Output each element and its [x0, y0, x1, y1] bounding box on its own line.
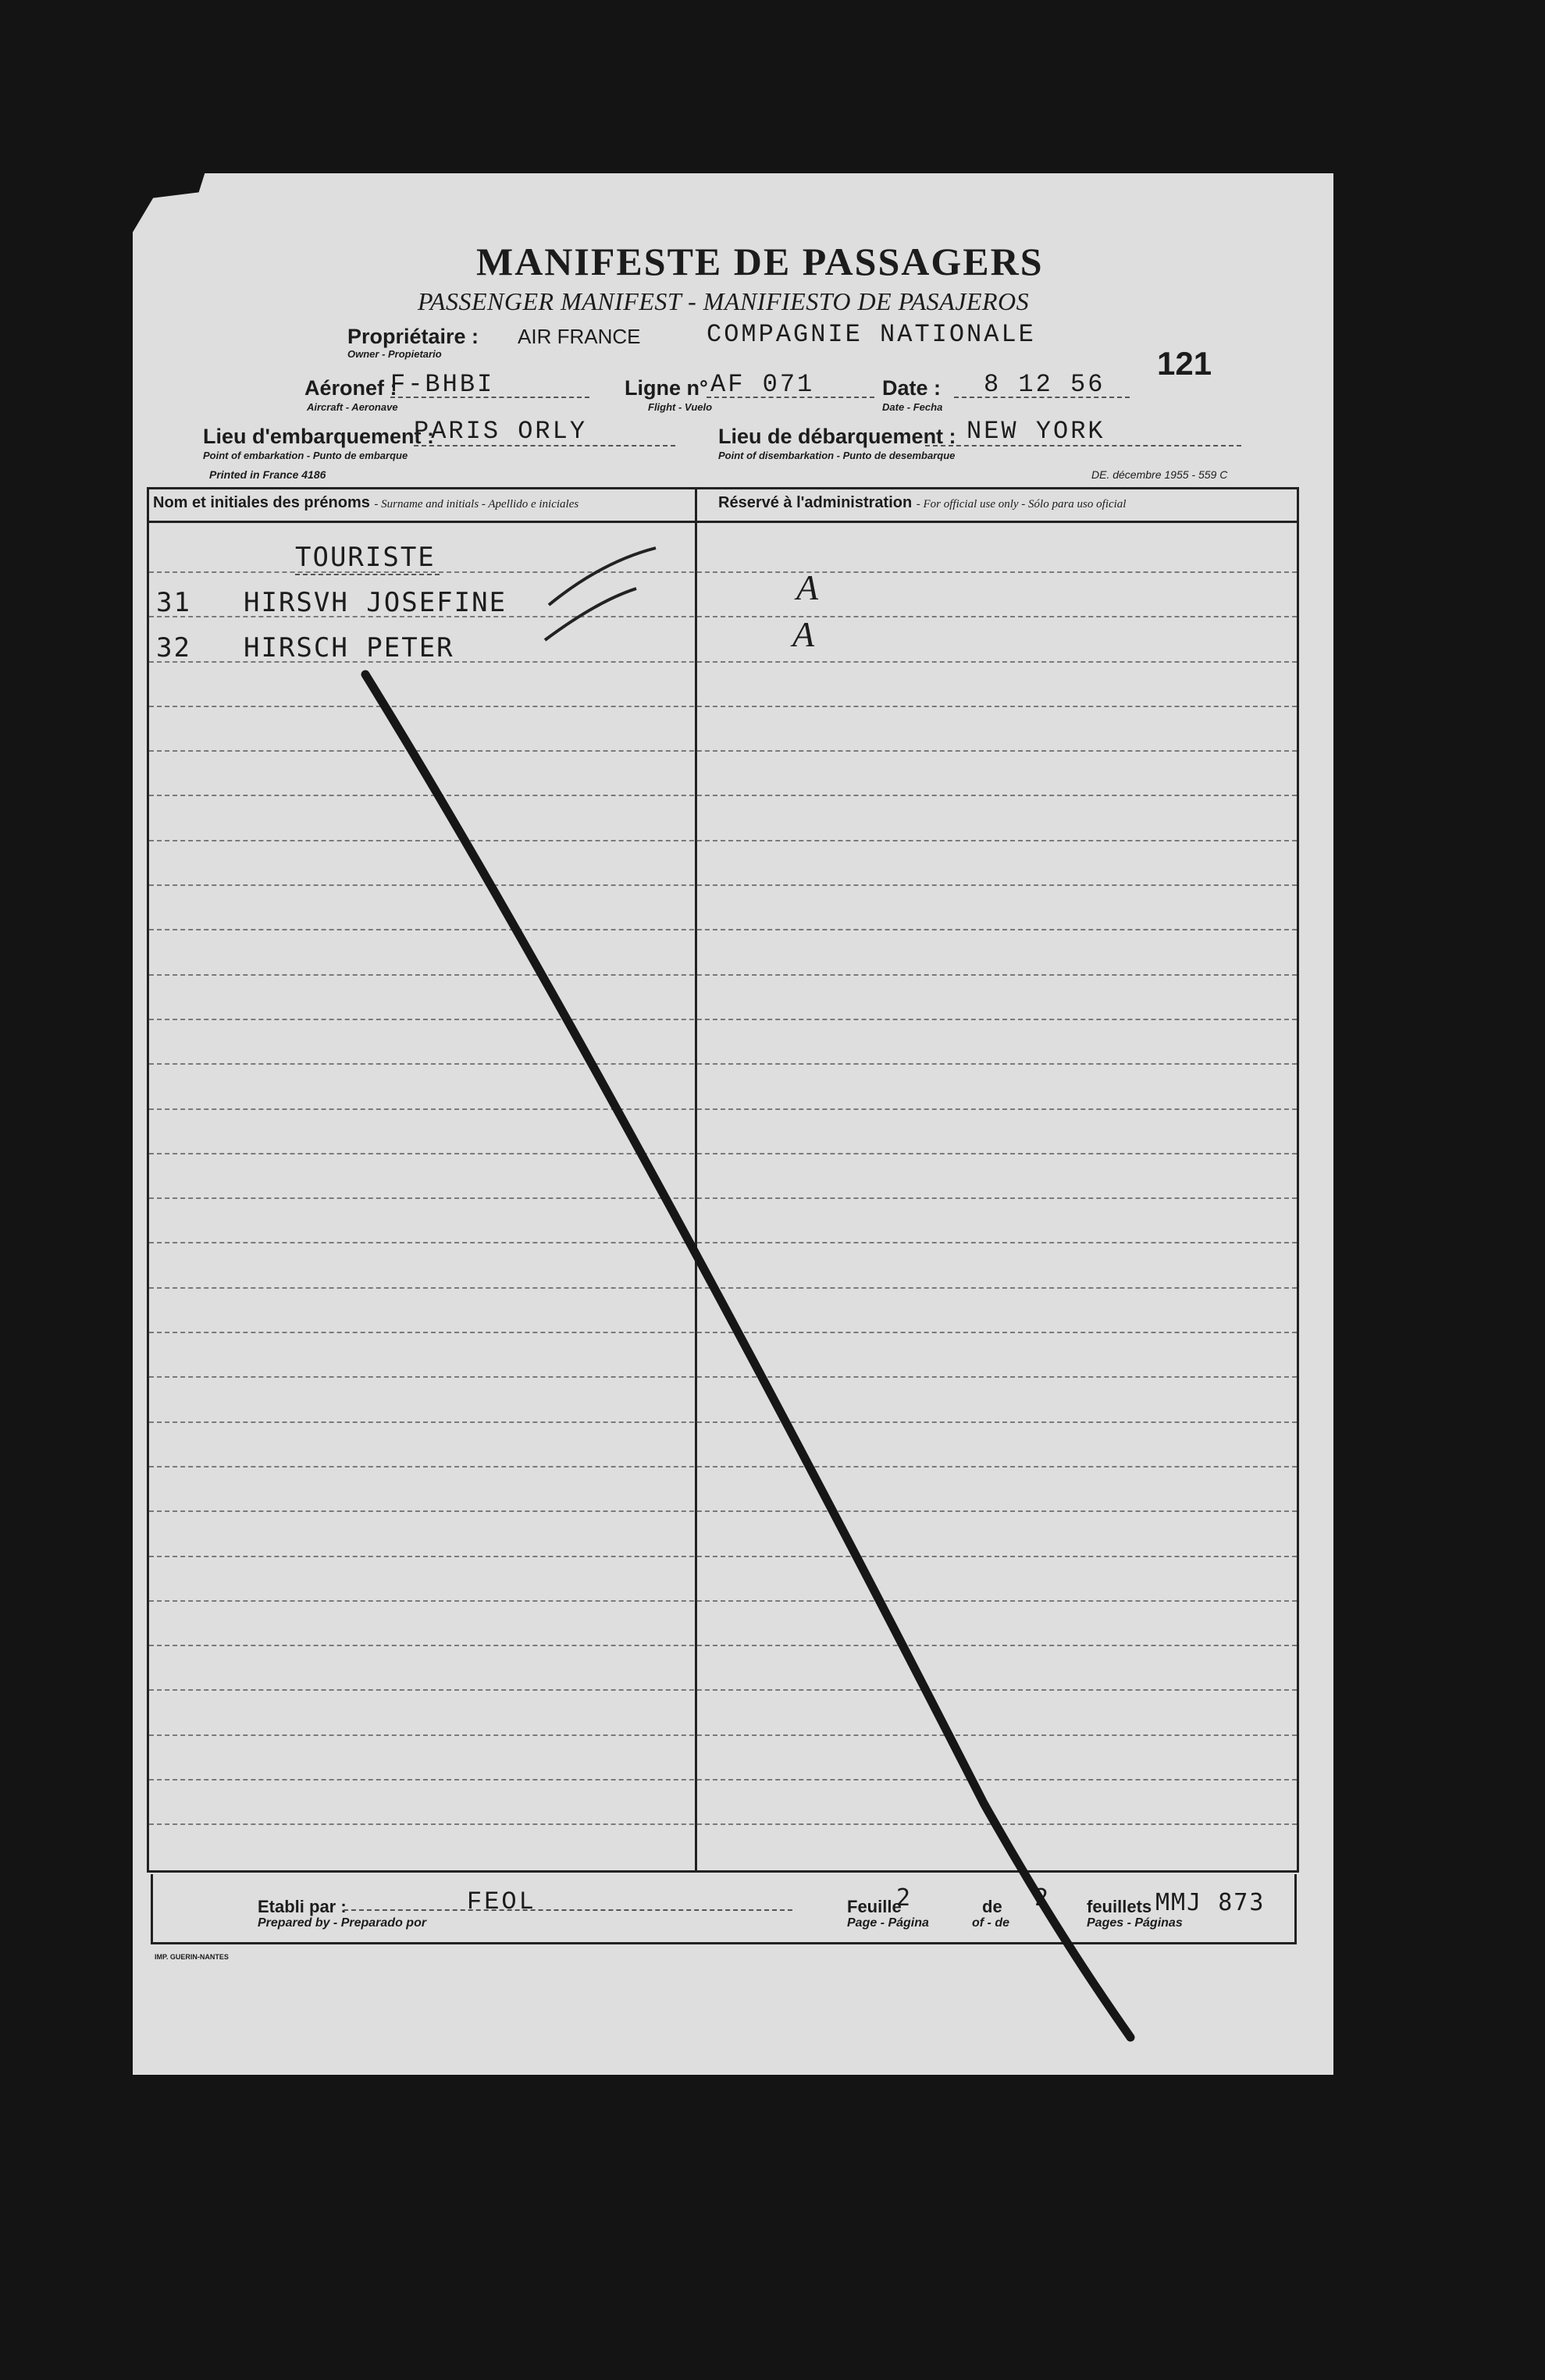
total-value: 2	[1034, 1884, 1051, 1912]
aircraft-value: F-BHBI	[390, 370, 495, 399]
document-code: MMJ 873	[1155, 1889, 1266, 1916]
table-rule	[149, 1510, 1297, 1512]
column-separator	[695, 487, 697, 1873]
owner-sublabel: Owner - Propietario	[347, 348, 442, 360]
table-rule	[149, 1421, 1297, 1423]
table-rule	[149, 1197, 1297, 1199]
table-rule	[149, 1376, 1297, 1378]
table-rule	[149, 1466, 1297, 1467]
disembark-value: NEW YORK	[967, 417, 1105, 446]
document-subtitle: PASSENGER MANIFEST - MANIFIESTO DE PASAJEROS	[418, 287, 1030, 315]
table-rule	[149, 929, 1297, 930]
document-title: MANIFESTE DE PASSAGERS	[476, 240, 1044, 283]
row-32-admin: A	[792, 614, 815, 654]
flight-sublabel: Flight - Vuelo	[648, 401, 713, 413]
table-rule	[149, 1734, 1297, 1736]
date-sublabel: Date - Fecha	[882, 401, 943, 413]
prepared-value: FEOL	[467, 1887, 536, 1916]
table-rule	[149, 1153, 1297, 1154]
table-rule	[149, 750, 1297, 752]
passenger-table	[147, 487, 1299, 1873]
date-label: Date :	[882, 376, 942, 400]
section-label: TOURISTE	[295, 542, 436, 573]
sheet-label: Feuille	[847, 1897, 902, 1916]
row-31-name: HIRSVH JOSEFINE	[244, 587, 507, 618]
prepared-sublabel: Prepared by - Preparado por	[258, 1916, 427, 1930]
row-31-number: 31	[156, 587, 191, 618]
row-32-name: HIRSCH PETER	[244, 632, 454, 663]
table-rule	[149, 884, 1297, 886]
sheets-sublabel: Pages - Páginas	[1087, 1916, 1183, 1930]
col2-header	[718, 494, 1126, 512]
table-rule	[149, 1242, 1297, 1243]
flight-label: Ligne n°	[625, 376, 708, 400]
row-32-number: 32	[156, 632, 191, 663]
row-31-admin: A	[796, 567, 819, 607]
embark-sublabel: Point of embarkation - Punto de embarque	[203, 450, 408, 461]
table-rule	[149, 706, 1297, 707]
page-number: 121	[1157, 345, 1212, 382]
sheet-sublabel: Page - Página	[847, 1916, 929, 1930]
table-rule	[149, 1689, 1297, 1691]
embark-label: Lieu d'embarquement :	[203, 425, 434, 448]
col1-header	[153, 494, 578, 512]
table-rule	[149, 1332, 1297, 1333]
col1-header-label: Nom et initiales des prénoms	[153, 494, 370, 511]
table-rule	[149, 1063, 1297, 1065]
of-label: de	[982, 1897, 1002, 1916]
sheet-value: 2	[896, 1884, 913, 1912]
table-rule	[149, 1556, 1297, 1557]
owner-label: Propriétaire :	[347, 325, 479, 348]
embark-value: PARIS ORLY	[414, 417, 588, 446]
of-sublabel: of - de	[972, 1916, 1009, 1930]
table-rule	[149, 840, 1297, 841]
sheets-label: feuillets	[1087, 1897, 1152, 1916]
owner-printed: AIR FRANCE	[518, 325, 641, 348]
table-rule	[149, 1823, 1297, 1825]
imprint: IMP. GUERIN-NANTES	[155, 1953, 229, 1961]
table-rule	[149, 1645, 1297, 1646]
table-rule	[149, 1287, 1297, 1289]
print-info-right: DE. décembre 1955 - 559 C	[1091, 468, 1228, 481]
aircraft-sublabel: Aircraft - Aeronave	[307, 401, 398, 413]
table-rule	[149, 1019, 1297, 1020]
table-rule	[149, 1600, 1297, 1602]
col2-header-label: Réservé à l'administration	[718, 494, 913, 511]
table-rule	[149, 1108, 1297, 1110]
table-header-divider	[147, 521, 1299, 523]
aircraft-label: Aéronef :	[304, 376, 397, 400]
prepared-label: Etabli par :	[258, 1897, 347, 1916]
col1-header-sublabel: - Surname and initials - Apellido e iniciales	[374, 498, 579, 511]
table-rule	[149, 974, 1297, 976]
disembark-label: Lieu de débarquement :	[718, 425, 956, 448]
flight-value: AF 071	[710, 370, 815, 399]
date-value: 8 12 56	[984, 370, 1105, 399]
table-rule	[149, 1779, 1297, 1781]
print-info-left: Printed in France 4186	[209, 468, 326, 481]
disembark-sublabel: Point of disembarkation - Punto de desembarque	[718, 450, 956, 461]
col2-header-sublabel: - For official use only - Sólo para uso oficial	[916, 498, 1127, 511]
owner-value: COMPAGNIE NATIONALE	[707, 320, 1036, 349]
table-rule	[149, 795, 1297, 796]
